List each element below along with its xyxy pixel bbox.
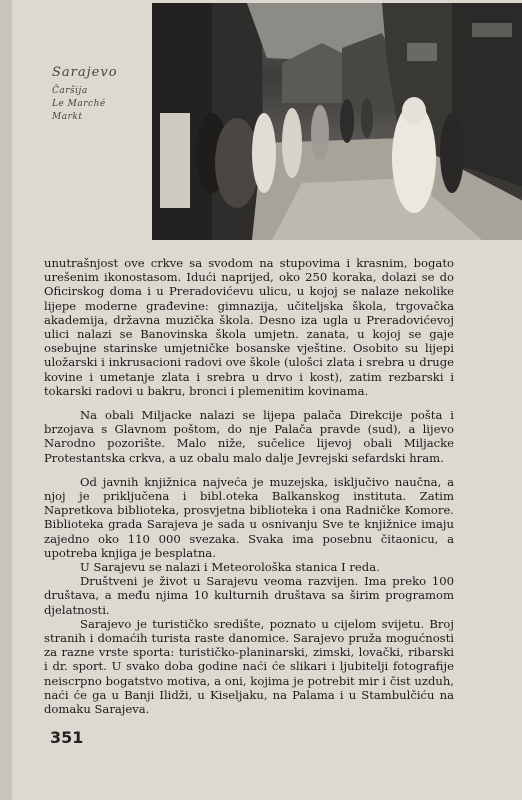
paragraph: Društveni je život u Sarajevu veoma razvijen. Ima preko 100 društava, a među njima 10 kulturnih društava sa širim programom djelatnosti. bbox=[44, 574, 454, 617]
paragraph: U Sarajevu se nalazi i Meteorološka stanica I reda. bbox=[80, 560, 380, 575]
market-street-photo bbox=[152, 3, 522, 240]
caption-line-3: Markt bbox=[52, 112, 83, 122]
paragraph: Od javnih knjižnica najveća je muzejska, isključivo naučna, a njoj je priključena i bibl.oteka Balkanskog instituta. Zatim Napretkova biblioteka, prosvjetna biblioteka i ona Radničke Komore. Biblioteka grada Sarajeva je sada u osnivanju Sve te knjižnice imaju zajedno oko 110 000 svezaka. Svaka ima posebnu čitaonicu, a upotreba knjiga je besplatna. bbox=[44, 474, 454, 560]
photo-caption bbox=[52, 65, 147, 122]
caption-line-2: Le Marché bbox=[52, 99, 106, 109]
page-number: 351 bbox=[50, 728, 84, 747]
caption-line-1: Čaršija bbox=[52, 86, 88, 96]
book-page bbox=[12, 0, 522, 800]
article-body bbox=[44, 256, 454, 716]
paragraph: Na obali Miljacke nalazi se lijepa palača Direkcije pošta i brzojava s Glavnom poštom, do nje Palača pravde (sud), a lijevo Narodno pozorište. Malo niže, sučelice lijevoj obali Miljacke Protestantska crkva, a uz obalu malo dalje Jevrejski sefardski hram. bbox=[44, 408, 454, 465]
paragraph: unutrašnjost ove crkve sa svodom na stupovima i krasnim, bogato urešenim ikonostasom. Idući naprijed, oko 250 koraka, dolazi se do Oficirskog doma i u Preradovićevu ulicu, u kojoj se nalaze nekolike lijepe moderne građevine: gimnazija, učiteljska škola, trgovačka akademija, državna muzička škola. Desno iza ugla u Preradovićevoj ulici nalazi se Banovinska škola umjetn. zanata, u kojoj se gaje osebujne starinske umjetničke bosanske vještine. Osobito su lijepi uložarski i inkrusacioni radovi ove škole (ulošci zlata i srebra u druge kovine i umetanje zlata i srebra u drvo i kost), zatim rezbarski i tokarski radovi u bakru, bronci i plemenitim kovinama. bbox=[44, 256, 454, 398]
caption-city: Sarajevo bbox=[52, 65, 118, 80]
paragraph: Sarajevo je turističko središte, poznato u cijelom svijetu. Broj stranih i domaćih turista raste danomice. Sarajevo pruža mogućnosti za razne vrste sporta: turističko-planinarski, zimski, lovački, ribarski i dr. sport. U svako doba godine naći će slikari i ljubitelji fotografije neiscrpno bogatstvo motiva, a oni, kojima je potrebit mir i čist uzduh, naći će ga u Banji Ilidži, u Kiseljaku, na Palama i u Stambulčiću na domaku Sarajeva. bbox=[44, 616, 454, 717]
